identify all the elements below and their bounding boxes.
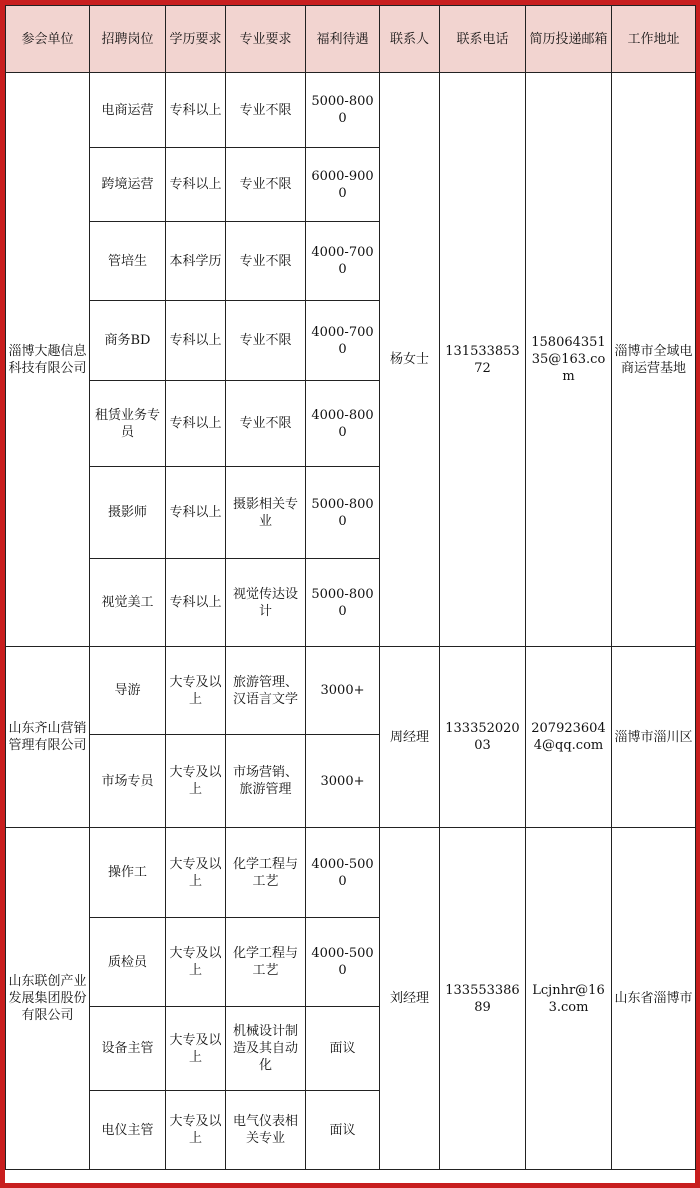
position-salary: 5000-8000 [306,467,380,559]
position-title: 摄影师 [90,467,166,559]
position-major: 电气仪表相关专业 [226,1091,306,1170]
position-education: 专科以上 [166,73,226,148]
position-major: 专业不限 [226,222,306,301]
work-address: 淄博市淄川区 [612,647,696,828]
work-address: 淄博市全域电商运营基地 [612,73,696,647]
position-education: 专科以上 [166,301,226,381]
position-major: 专业不限 [226,381,306,467]
position-title: 操作工 [90,828,166,918]
position-salary: 4000-7000 [306,301,380,381]
position-education: 大专及以上 [166,1007,226,1091]
position-title: 视觉美工 [90,559,166,647]
position-salary: 4000-7000 [306,222,380,301]
position-major: 机械设计制造及其自动化 [226,1007,306,1091]
header-education: 学历要求 [166,6,226,73]
position-education: 大专及以上 [166,647,226,735]
contact-person: 刘经理 [380,828,440,1170]
table-row [6,647,696,735]
contact-phone: 13153385372 [440,73,526,647]
position-education: 大专及以上 [166,918,226,1007]
position-education: 大专及以上 [166,828,226,918]
position-major: 摄影相关专业 [226,467,306,559]
header-major: 专业要求 [226,6,306,73]
position-major: 专业不限 [226,301,306,381]
company-name: 淄博大趣信息科技有限公司 [6,73,90,647]
header-company: 参会单位 [6,6,90,73]
contact-person: 杨女士 [380,73,440,647]
position-title: 市场专员 [90,735,166,828]
header-address: 工作地址 [612,6,696,73]
position-title: 电仪主管 [90,1091,166,1170]
position-salary: 4000-8000 [306,381,380,467]
position-salary: 面议 [306,1007,380,1091]
position-salary: 5000-8000 [306,559,380,647]
header-phone: 联系电话 [440,6,526,73]
header-email: 简历投递邮箱 [526,6,612,73]
position-education: 专科以上 [166,467,226,559]
position-major: 市场营销、旅游管理 [226,735,306,828]
position-education: 专科以上 [166,381,226,467]
resume-email: 2079236044@qq.com [526,647,612,828]
position-salary: 4000-5000 [306,828,380,918]
position-salary: 4000-5000 [306,918,380,1007]
position-major: 视觉传达设计 [226,559,306,647]
position-salary: 6000-9000 [306,148,380,222]
contact-phone: 13355338689 [440,828,526,1170]
position-major: 专业不限 [226,73,306,148]
position-title: 租赁业务专员 [90,381,166,467]
contact-phone: 13335202003 [440,647,526,828]
position-education: 专科以上 [166,559,226,647]
position-title: 导游 [90,647,166,735]
position-salary: 3000+ [306,647,380,735]
position-title: 管培生 [90,222,166,301]
position-education: 大专及以上 [166,735,226,828]
position-education: 专科以上 [166,148,226,222]
company-name: 山东联创产业发展集团股份有限公司 [6,828,90,1170]
work-address: 山东省淄博市 [612,828,696,1170]
position-major: 旅游管理、汉语言文学 [226,647,306,735]
position-salary: 面议 [306,1091,380,1170]
header-row [6,6,696,73]
resume-email: Lcjnhr@163.com [526,828,612,1170]
position-major: 专业不限 [226,148,306,222]
position-title: 质检员 [90,918,166,1007]
position-education: 本科学历 [166,222,226,301]
position-salary: 5000-8000 [306,73,380,148]
table-row [6,73,696,148]
position-salary: 3000+ [306,735,380,828]
position-title: 电商运营 [90,73,166,148]
table-row [6,828,696,918]
header-salary: 福利待遇 [306,6,380,73]
recruitment-table [5,5,696,1170]
resume-email: 15806435135@163.com [526,73,612,647]
position-education: 大专及以上 [166,1091,226,1170]
position-title: 跨境运营 [90,148,166,222]
position-major: 化学工程与工艺 [226,918,306,1007]
header-contact: 联系人 [380,6,440,73]
position-title: 设备主管 [90,1007,166,1091]
position-title: 商务BD [90,301,166,381]
page-frame [5,5,695,1183]
contact-person: 周经理 [380,647,440,828]
position-major: 化学工程与工艺 [226,828,306,918]
header-position: 招聘岗位 [90,6,166,73]
company-name: 山东齐山营销管理有限公司 [6,647,90,828]
